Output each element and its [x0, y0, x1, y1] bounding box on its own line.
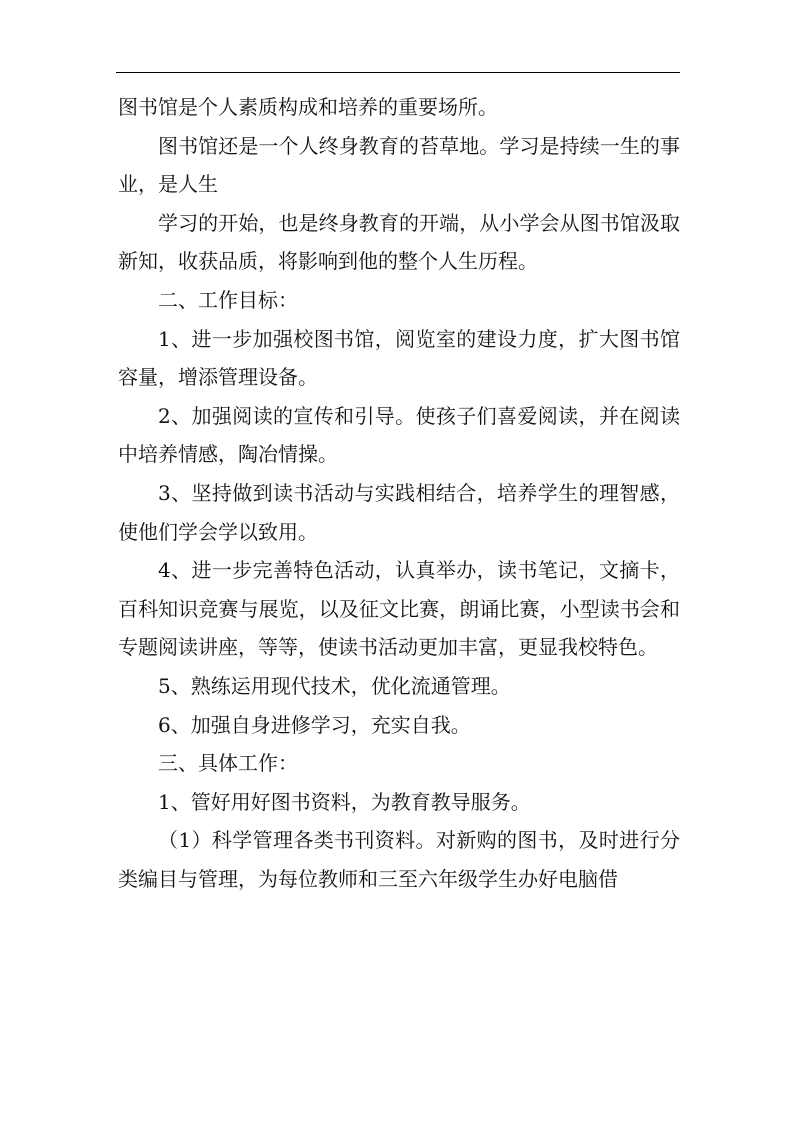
- goal-item-1: 1、进一步加强校图书馆，阅览室的建设力度，扩大图书馆容量，增添管理设备。: [118, 326, 680, 390]
- goal-item-6: 6、加强自身进修学习，充实自我。: [158, 712, 471, 737]
- paragraph-1: 图书馆是个人素质构成和培养的重要场所。: [118, 95, 498, 119]
- header-rule: [116, 72, 680, 73]
- paragraph-2: 图书馆还是一个人终身教育的苔草地。学习是持续一生的事业，是人生: [118, 133, 680, 197]
- document-body: [118, 88, 680, 898]
- goal-item-3: 3、坚持做到读书活动与实践相结合，培养学生的理智感，使他们学会学以致用。: [118, 480, 680, 544]
- goal-item-2: 2、加强阅读的宣传和引导。使孩子们喜爱阅读，并在阅读中培养情感，陶冶情操。: [118, 403, 680, 467]
- paragraph-3: 学习的开始，也是终身教育的开端，从小学会从图书馆汲取新知，收获品质，将影响到他的整个人生历程。: [118, 210, 680, 274]
- task-item-1: 1、管好用好图书资料，为教育教导服务。: [158, 789, 531, 814]
- task-subitem-1: （1）科学管理各类书刊资料。对新购的图书，及时进行分类编目与管理，为每位教师和三至六年级学生办好电脑借: [118, 828, 680, 891]
- section-heading-goals: 二、工作目标：: [158, 287, 298, 312]
- goal-item-5: 5、熟练运用现代技术，优化流通管理。: [158, 673, 511, 698]
- goal-item-4: 4、进一步完善特色活动，认真举办，读书笔记，文摘卡，百科知识竞赛与展览，以及征文比赛，朗诵比赛，小型读书会和专题阅读讲座，等等，使读书活动更加丰富，更显我校特色。: [118, 558, 680, 660]
- section-heading-tasks: 三、具体工作：: [158, 751, 298, 776]
